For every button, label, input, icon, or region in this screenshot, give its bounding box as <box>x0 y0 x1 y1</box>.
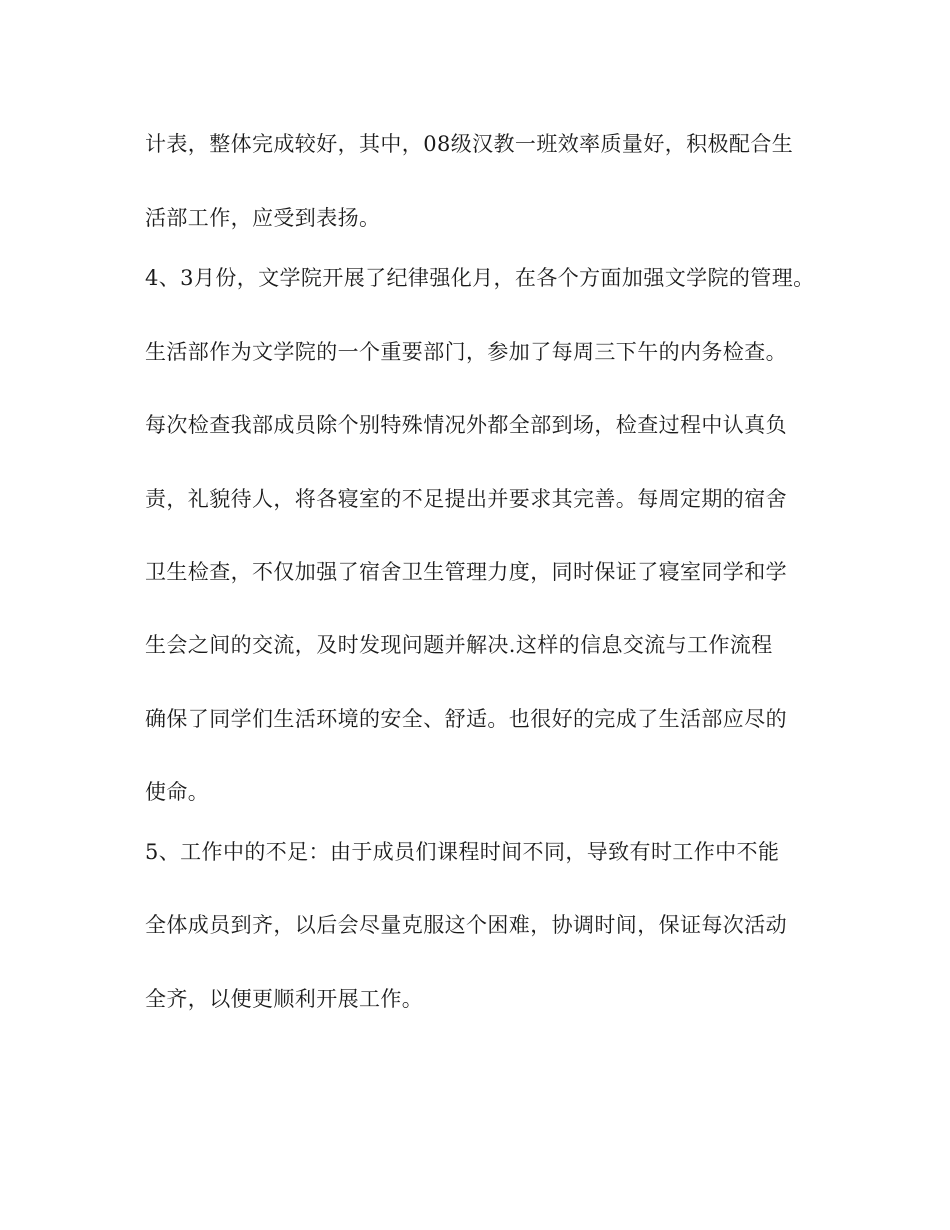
text-line: 全齐，以便更顺利开展工作。 <box>145 987 424 1011</box>
text-line: 5、工作中的不足：由于成员们课程时间不同，导致有时工作中不能 <box>145 840 780 864</box>
text-line: 生会之间的交流，及时发现问题并解决.这样的信息交流与工作流程 <box>145 633 773 657</box>
text-line: 全体成员到齐，以后会尽量克服这个困难，协调时间，保证每次活动 <box>145 913 787 937</box>
text-line: 每次检查我部成员除个别特殊情况外都全部到场，检查过程中认真负 <box>145 413 787 437</box>
text-line: 4、3月份，文学院开展了纪律强化月，在各个方面加强文学院的管理。 <box>145 266 815 290</box>
text-line: 计表，整体完成较好，其中，08级汉教一班效率质量好，积极配合生 <box>145 132 794 156</box>
text-line: 使命。 <box>145 780 210 804</box>
text-line: 生活部作为文学院的一个重要部门，参加了每周三下午的内务检查。 <box>145 340 787 364</box>
text-line: 责，礼貌待人，将各寝室的不足提出并要求其完善。每周定期的宿舍 <box>145 487 787 511</box>
text-line: 确保了同学们生活环境的安全、舒适。也很好的完成了生活部应尽的 <box>145 707 787 731</box>
text-line: 卫生检查，不仅加强了宿舍卫生管理力度，同时保证了寝室同学和学 <box>145 560 787 584</box>
text-line: 活部工作，应受到表扬。 <box>145 206 381 230</box>
